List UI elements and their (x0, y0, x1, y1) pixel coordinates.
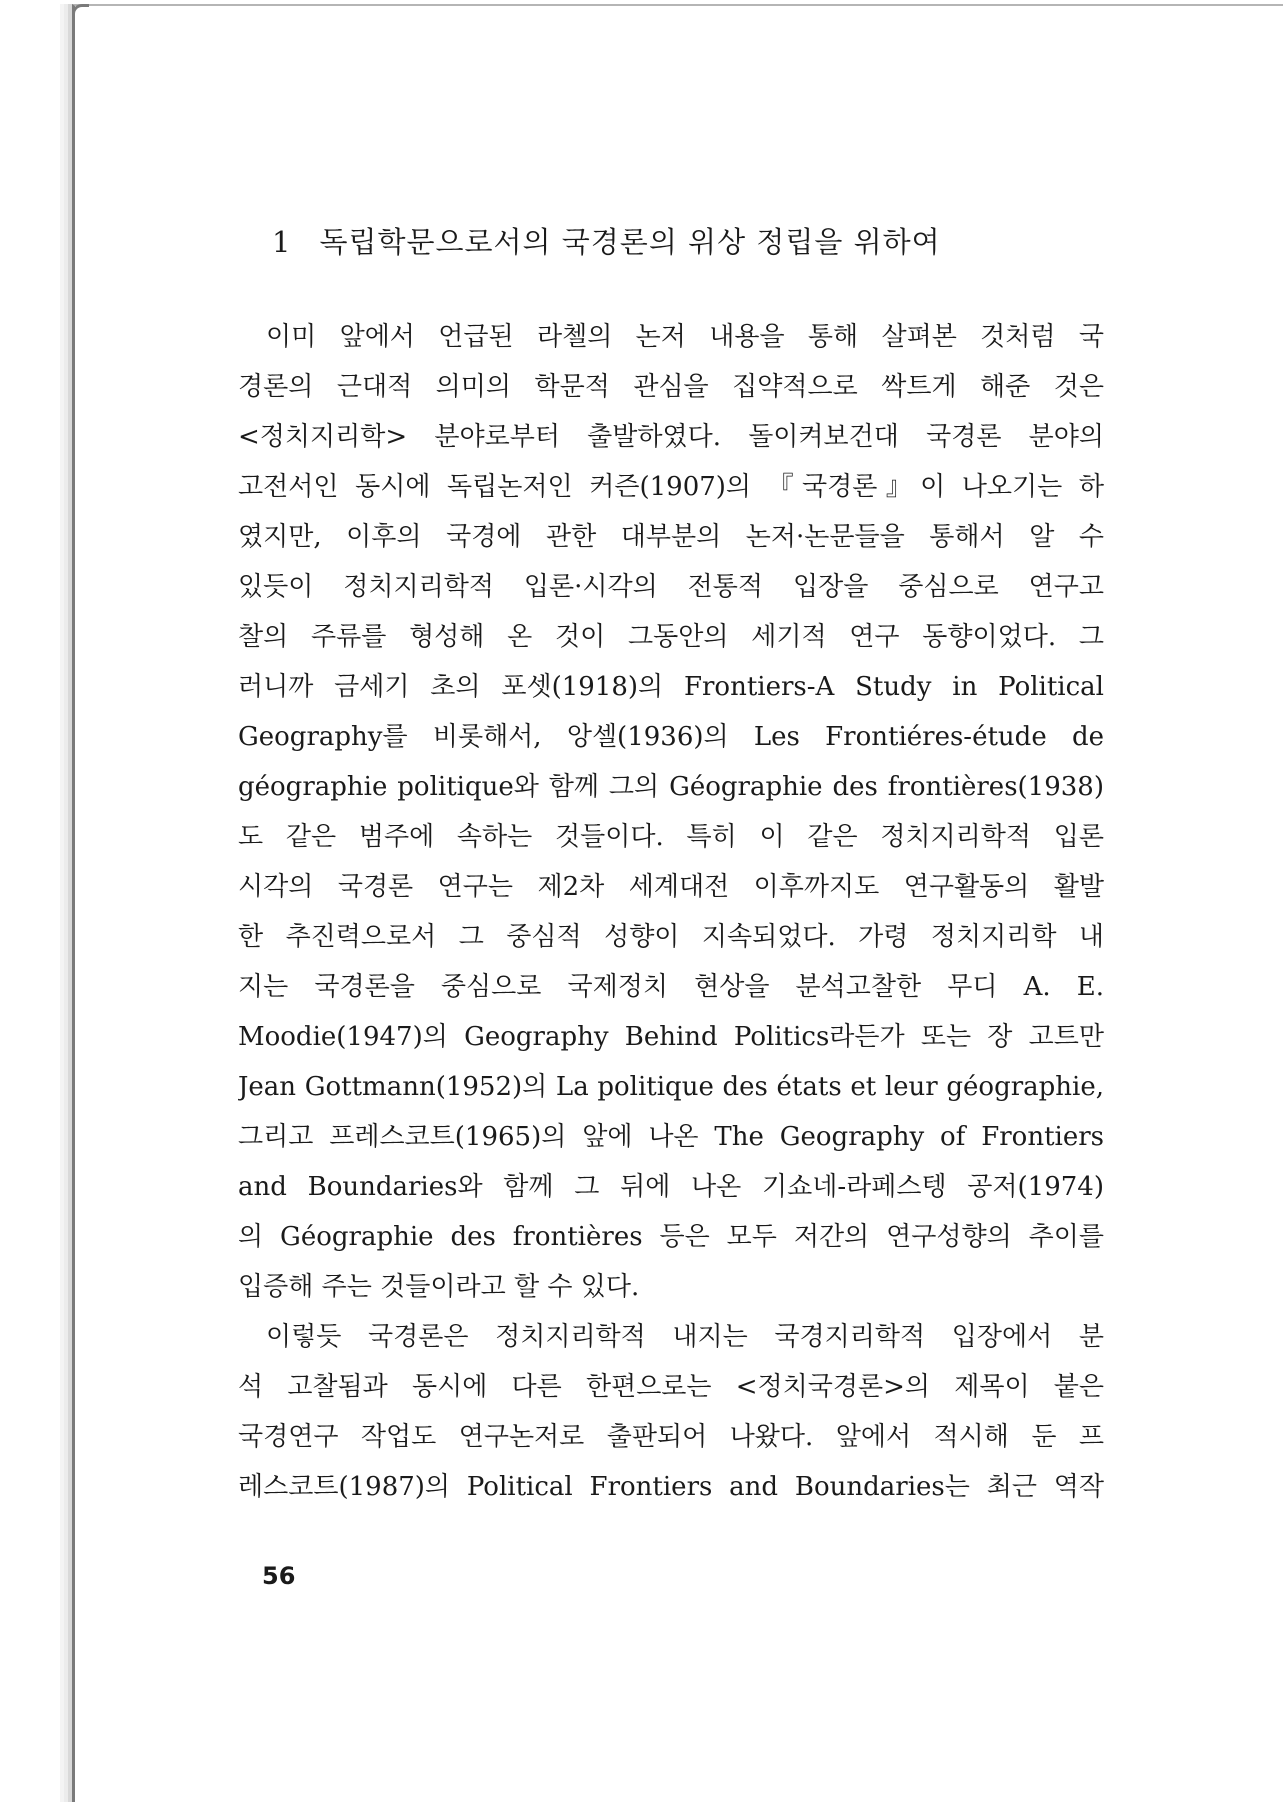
text-line: 지는 국경론을 중심으로 국제정치 현상을 분석고찰한 무디 A. E. (238, 972, 1104, 1002)
text-line: 경론의 근대적 의미의 학문적 관심을 집약적으로 싹트게 해준 것은 (238, 372, 1104, 402)
text-line: <정치지리학> 분야로부터 출발하였다. 돌이켜보건대 국경론 분야의 (238, 422, 1104, 452)
text-line: 였지만, 이후의 국경에 관한 대부분의 논저·논문들을 통해서 알 수 (238, 522, 1104, 552)
text-line: géographie politique와 함께 그의 Géographie des frontières(1938) (238, 772, 1104, 802)
text-line: 이미 앞에서 언급된 라첼의 논저 내용을 통해 살펴본 것처럼 국 (266, 322, 1104, 352)
text-line: 고전서인 동시에 독립논저인 커즌(1907)의 『국경론』이 나오기는 하 (238, 472, 1104, 502)
section-title: 독립학문으로서의 국경론의 위상 정립을 위하여 (319, 225, 941, 259)
text-line: 시각의 국경론 연구는 제2차 세계대전 이후까지도 연구활동의 활발 (238, 872, 1104, 902)
section-heading (272, 220, 1092, 261)
page-number: 56 (262, 1562, 296, 1590)
paragraph-1 (238, 312, 1104, 1312)
text-line: 도 같은 범주에 속하는 것들이다. 특히 이 같은 정치지리학적 입론 (238, 822, 1104, 852)
text-line: 국경연구 작업도 연구논저로 출판되어 나왔다. 앞에서 적시해 둔 프 (238, 1422, 1104, 1452)
text-line: 있듯이 정치지리학적 입론·시각의 전통적 입장을 중심으로 연구고 (238, 572, 1104, 602)
text-line: Jean Gottmann(1952)의 La politique des états et leur géographie, (238, 1072, 1104, 1102)
text-line: 그리고 프레스코트(1965)의 앞에 나온 The Geography of Frontiers (238, 1122, 1104, 1152)
text-line: Moodie(1947)의 Geography Behind Politics라든가 또는 장 고트만 (238, 1022, 1104, 1052)
text-line: 의 Géographie des frontières 등은 모두 저간의 연구성향의 추이를 (238, 1222, 1104, 1252)
text-line: 석 고찰됨과 동시에 다른 한편으로는 <정치국경론>의 제목이 붙은 (238, 1372, 1104, 1402)
section-number: 1 (272, 225, 292, 259)
text-line: 이렇듯 국경론은 정치지리학적 내지는 국경지리학적 입장에서 분 (266, 1322, 1104, 1352)
text-line: and Boundaries와 함께 그 뒤에 나온 기쇼네-라페스텡 공저(1974) (238, 1172, 1104, 1202)
text-line: 찰의 주류를 형성해 온 것이 그동안의 세기적 연구 동향이었다. 그 (238, 622, 1104, 652)
body-text (238, 312, 1104, 1512)
text-line: 입증해 주는 것들이라고 할 수 있다. (238, 1272, 640, 1302)
page-corner (72, 4, 89, 21)
text-line: Geography를 비롯해서, 앙셀(1936)의 Les Frontiéres-étude de (238, 722, 1104, 752)
paragraph-2 (238, 1312, 1104, 1512)
text-line: 러니까 금세기 초의 포셋(1918)의 Frontiers-A Study in Political (238, 672, 1104, 702)
text-line: 레스코트(1987)의 Political Frontiers and Boundaries는 최근 역작 (238, 1472, 1104, 1502)
text-line: 한 추진력으로서 그 중심적 성향이 지속되었다. 가령 정치지리학 내 (238, 922, 1104, 952)
